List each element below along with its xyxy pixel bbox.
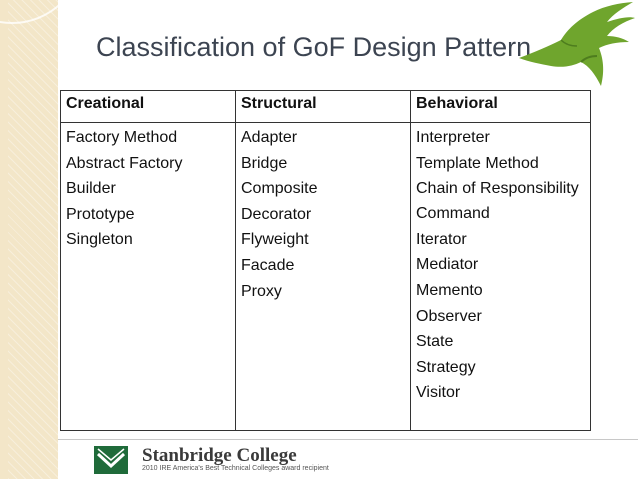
list-item: Interpreter <box>416 129 490 146</box>
list-item: State <box>416 333 454 351</box>
list-item: Builder <box>66 180 116 198</box>
list-item: Bridge <box>241 154 288 172</box>
list-item: Strategy <box>416 358 476 376</box>
list-item: Factory Method <box>66 129 178 146</box>
college-tagline: 2010 IRE America's Best Technical Colleges award recipient <box>142 465 329 472</box>
header-creational: Creational <box>61 91 236 123</box>
list-item: Abstract Factory <box>66 154 183 172</box>
left-decorative-band <box>0 0 58 479</box>
structural-cell <box>236 123 411 431</box>
college-name: Stanbridge College <box>142 445 297 466</box>
college-shield-icon <box>94 446 128 474</box>
list-item: Mediator <box>416 256 479 274</box>
list-item: Decorator <box>241 205 312 223</box>
list-item: Proxy <box>241 282 282 300</box>
list-item: Observer <box>416 307 482 325</box>
eagle-icon <box>515 0 637 92</box>
list-item: Singleton <box>66 231 133 249</box>
band-texture <box>8 0 58 479</box>
list-item: Prototype <box>66 205 135 223</box>
list-item: Command <box>416 205 490 223</box>
list-item: Visitor <box>416 384 461 402</box>
pattern-table <box>60 90 591 431</box>
list-item: Template Method <box>416 154 539 172</box>
creational-cell <box>61 123 236 431</box>
slide-title: Classification of GoF Design Pattern <box>96 32 532 62</box>
list-item: Chain of Responsibility <box>416 180 579 198</box>
list-item: Adapter <box>241 129 298 146</box>
list-item: Iterator <box>416 230 467 248</box>
list-item: Facade <box>241 256 295 274</box>
list-item: Memento <box>416 281 483 299</box>
footer-divider <box>58 439 638 440</box>
header-row <box>61 91 591 123</box>
header-behavioral: Behavioral <box>411 91 591 123</box>
list-item: Composite <box>241 180 318 198</box>
header-structural: Structural <box>236 91 411 123</box>
list-item: Flyweight <box>241 231 309 249</box>
table-row <box>61 123 591 431</box>
behavioral-cell <box>411 123 591 431</box>
